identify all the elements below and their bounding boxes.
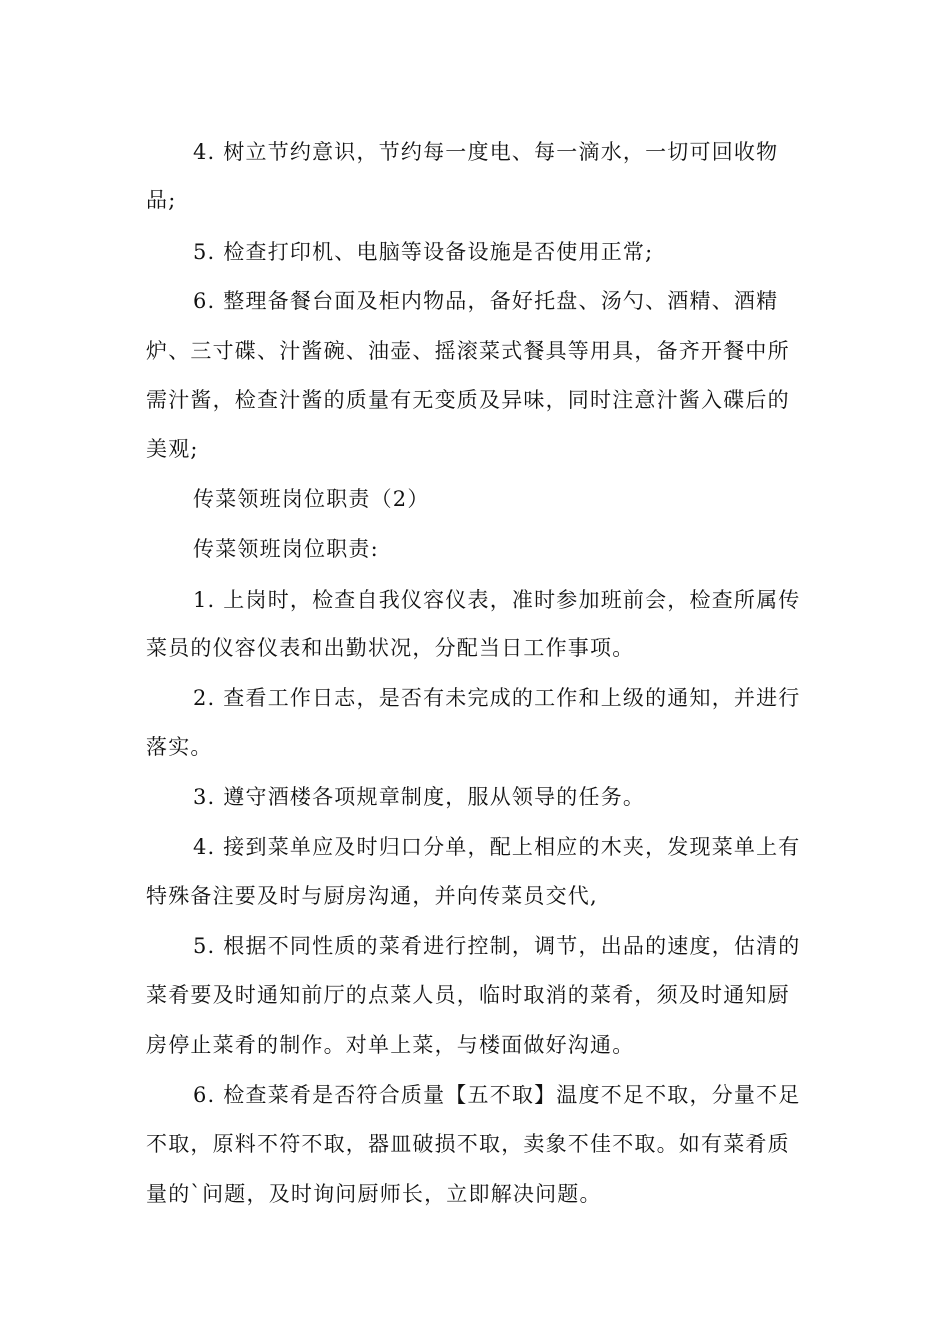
text-line: 4. 接到菜单应及时归口分单，配上相应的木夹，发现菜单上有	[193, 835, 801, 859]
text-line: 菜员的仪容仪表和出勤状况，分配当日工作事项。	[146, 636, 635, 660]
text-line: 品;	[146, 188, 177, 212]
text-line: 3. 遵守酒楼各项规章制度，服从领导的任务。	[193, 785, 646, 809]
text-line: 4. 树立节约意识，节约每一度电、每一滴水，一切可回收物	[193, 140, 779, 164]
text-line: 6. 检查菜肴是否符合质量【五不取】温度不足不取，分量不足	[193, 1083, 801, 1107]
text-line: 需汁酱，检查汁酱的质量有无变质及异味，同时注意汁酱入碟后的	[146, 388, 790, 412]
text-line: 炉、三寸碟、汁酱碗、油壶、摇滚菜式餐具等用具，备齐开餐中所	[146, 339, 790, 363]
text-line: 6. 整理备餐台面及柜内物品，备好托盘、汤勺、酒精、酒精	[193, 289, 779, 313]
text-line: 落实。	[146, 735, 213, 759]
text-line: 不取，原料不符不取，器皿破损不取，卖象不佳不取。如有菜肴质	[146, 1132, 790, 1156]
section-heading: 传菜领班岗位职责（2）	[193, 487, 430, 511]
text-line: 量的`问题，及时询问厨师长，立即解决问题。	[146, 1182, 602, 1206]
text-line: 2. 查看工作日志，是否有未完成的工作和上级的通知，并进行	[193, 686, 801, 710]
text-line: 5. 检查打印机、电脑等设备设施是否使用正常;	[193, 240, 654, 264]
text-line: 房停止菜肴的制作。对单上菜，与楼面做好沟通。	[146, 1033, 635, 1057]
text-line: 菜肴要及时通知前厅的点菜人员，临时取消的菜肴，须及时通知厨	[146, 983, 790, 1007]
text-line: 5. 根据不同性质的菜肴进行控制，调节，出品的速度，估清的	[193, 934, 801, 958]
text-line: 特殊备注要及时与厨房沟通，并向传菜员交代,	[146, 884, 598, 908]
text-line: 美观;	[146, 437, 199, 461]
subheading: 传菜领班岗位职责:	[193, 537, 379, 561]
text-line: 1. 上岗时，检查自我仪容仪表，准时参加班前会，检查所属传	[193, 588, 801, 612]
